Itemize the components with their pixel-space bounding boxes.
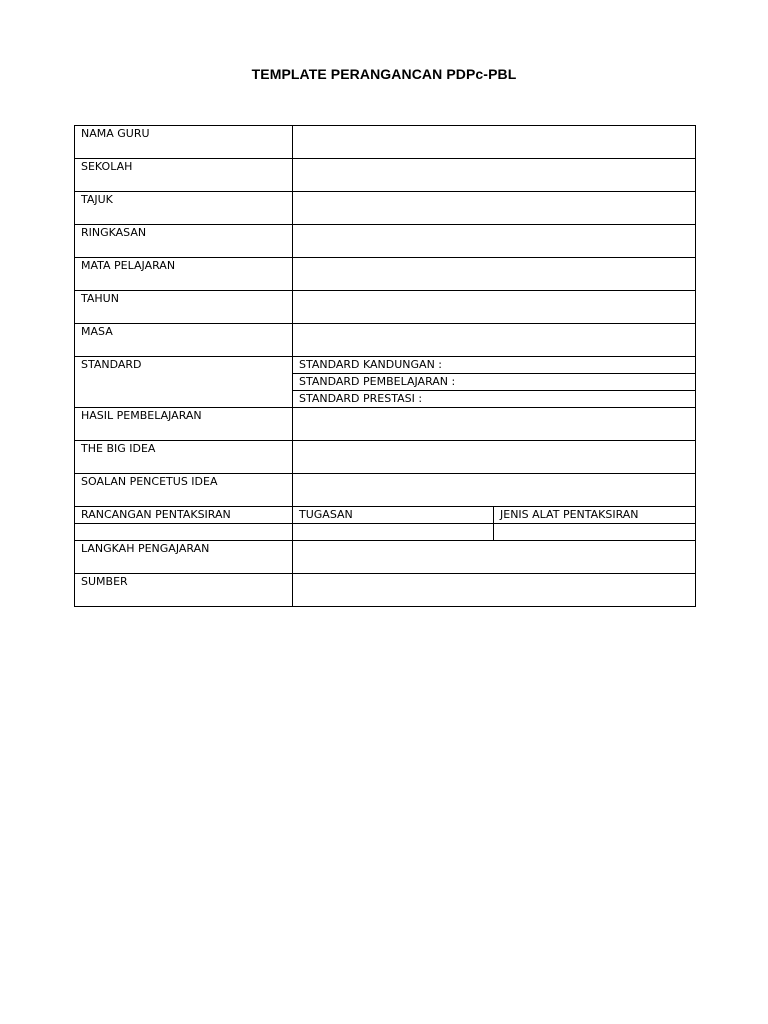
row-rancangan-pentaksiran: [75, 507, 696, 524]
label-langkah-pengajaran: LANGKAH PENGAJARAN: [75, 541, 293, 574]
field-standard-prestasi[interactable]: STANDARD PRESTASI :: [293, 391, 696, 408]
label-tajuk: TAJUK: [75, 192, 293, 225]
field-sumber[interactable]: [293, 574, 696, 607]
label-sekolah: SEKOLAH: [75, 159, 293, 192]
row-tajuk: [75, 192, 696, 225]
header-tugasan: TUGASAN: [293, 507, 494, 524]
label-rancangan-pentaksiran: RANCANGAN PENTAKSIRAN: [75, 507, 293, 524]
field-tajuk[interactable]: [293, 192, 696, 225]
row-sumber: [75, 574, 696, 607]
row-mata-pelajaran: [75, 258, 696, 291]
row-hasil-pembelajaran: [75, 408, 696, 441]
field-masa[interactable]: [293, 324, 696, 357]
label-nama-guru: NAMA GURU: [75, 126, 293, 159]
field-hasil-pembelajaran[interactable]: [293, 408, 696, 441]
row-soalan-pencetus-idea: [75, 474, 696, 507]
label-hasil-pembelajaran: HASIL PEMBELAJARAN: [75, 408, 293, 441]
row-standard-kandungan: [75, 357, 696, 374]
page-title: TEMPLATE PERANGANCAN PDPc-PBL: [251, 66, 517, 82]
field-big-idea[interactable]: [293, 441, 696, 474]
row-tahun: [75, 291, 696, 324]
row-masa: [75, 324, 696, 357]
planning-form-table: [74, 125, 696, 607]
field-mata-pelajaran[interactable]: [293, 258, 696, 291]
field-tugasan[interactable]: [293, 524, 494, 541]
row-big-idea: [75, 441, 696, 474]
label-masa: MASA: [75, 324, 293, 357]
field-nama-guru[interactable]: [293, 126, 696, 159]
field-standard-kandungan[interactable]: STANDARD KANDUNGAN :: [293, 357, 696, 374]
field-rancangan-pentaksiran[interactable]: [75, 524, 293, 541]
label-sumber: SUMBER: [75, 574, 293, 607]
row-sekolah: [75, 159, 696, 192]
field-ringkasan[interactable]: [293, 225, 696, 258]
label-standard: STANDARD: [75, 357, 293, 408]
row-langkah-pengajaran: [75, 541, 696, 574]
field-tahun[interactable]: [293, 291, 696, 324]
field-soalan-pencetus-idea[interactable]: [293, 474, 696, 507]
field-sekolah[interactable]: [293, 159, 696, 192]
header-jenis-alat-pentaksiran: JENIS ALAT PENTAKSIRAN: [494, 507, 696, 524]
row-ringkasan: [75, 225, 696, 258]
field-standard-pembelajaran[interactable]: STANDARD PEMBELAJARAN :: [293, 374, 696, 391]
label-ringkasan: RINGKASAN: [75, 225, 293, 258]
field-langkah-pengajaran[interactable]: [293, 541, 696, 574]
label-soalan-pencetus-idea: SOALAN PENCETUS IDEA: [75, 474, 293, 507]
label-mata-pelajaran: MATA PELAJARAN: [75, 258, 293, 291]
row-rancangan-pentaksiran-entry: [75, 524, 696, 541]
field-jenis-alat-pentaksiran[interactable]: [494, 524, 696, 541]
label-tahun: TAHUN: [75, 291, 293, 324]
label-big-idea: THE BIG IDEA: [75, 441, 293, 474]
row-nama-guru: [75, 126, 696, 159]
